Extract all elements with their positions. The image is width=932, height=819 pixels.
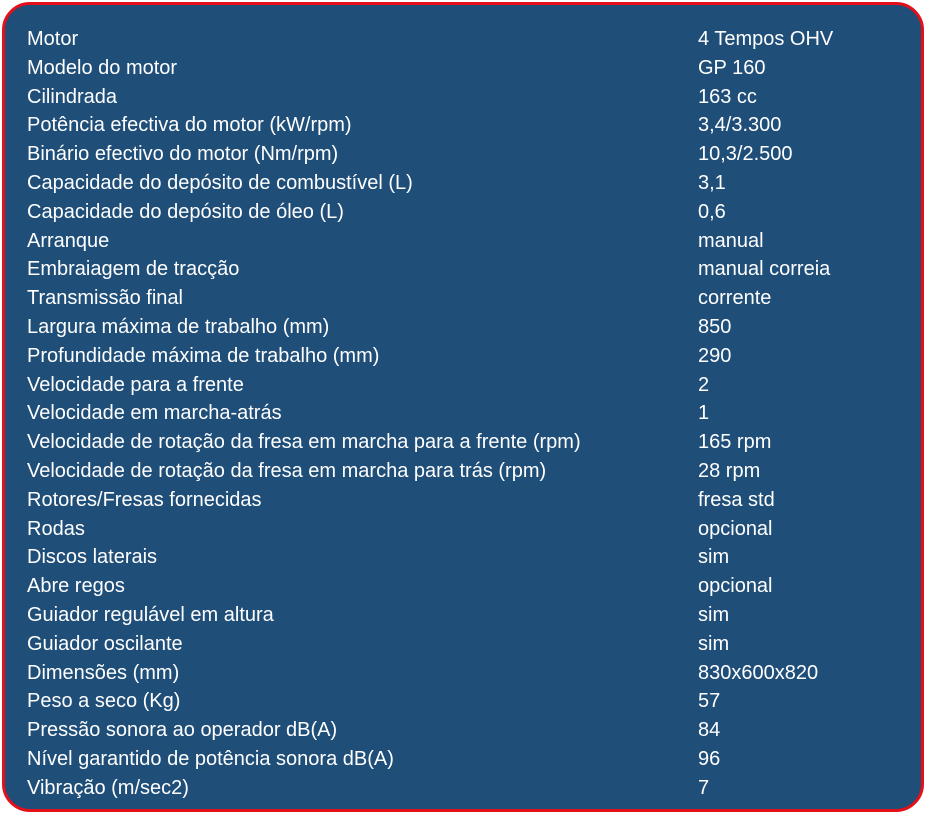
spec-label: Velocidade de rotação da fresa em marcha para trás (rpm) [27, 459, 547, 482]
spec-value: fresa std [698, 488, 775, 511]
spec-label: Guiador oscilante [27, 632, 183, 655]
spec-label: Embraiagem de tracção [27, 258, 240, 281]
spec-row [27, 83, 907, 112]
spec-label: Rodas [27, 517, 85, 540]
spec-label: Arranque [27, 229, 110, 252]
spec-row [27, 399, 907, 428]
spec-row [27, 687, 907, 716]
spec-label: Transmissão final [27, 287, 183, 310]
spec-row [27, 457, 907, 486]
spec-row [27, 284, 907, 313]
spec-value: 830x600x820 [698, 661, 819, 684]
spec-value: corrente [698, 287, 772, 310]
specifications-panel [2, 2, 924, 812]
spec-label: Rotores/Fresas fornecidas [27, 488, 262, 511]
spec-row [27, 745, 907, 774]
spec-row [27, 601, 907, 630]
spec-label: Abre regos [27, 575, 125, 598]
spec-label: Capacidade do depósito de óleo (L) [27, 200, 344, 223]
spec-value: opcional [698, 517, 773, 540]
spec-label: Nível garantido de potência sonora dB(A) [27, 747, 394, 770]
spec-value: 290 [698, 344, 732, 367]
spec-row [27, 630, 907, 659]
spec-label: Largura máxima de trabalho (mm) [27, 315, 330, 338]
spec-row [27, 25, 907, 54]
spec-label: Binário efectivo do motor (Nm/rpm) [27, 143, 339, 166]
spec-row [27, 515, 907, 544]
spec-label: Dimensões (mm) [27, 661, 180, 684]
spec-value: 2 [698, 373, 710, 396]
spec-label: Pressão sonora ao operador dB(A) [27, 719, 338, 742]
spec-value: 850 [698, 315, 732, 338]
spec-value: 28 rpm [698, 459, 761, 482]
spec-row [27, 313, 907, 342]
spec-row [27, 198, 907, 227]
spec-label: Guiador regulável em altura [27, 603, 274, 626]
specifications-table [27, 25, 907, 803]
spec-value: manual [698, 229, 764, 252]
spec-row [27, 227, 907, 256]
spec-label: Modelo do motor [27, 56, 178, 79]
spec-label: Vibração (m/sec2) [27, 776, 189, 799]
spec-label: Discos laterais [27, 546, 158, 569]
spec-label: Profundidade máxima de trabalho (mm) [27, 344, 380, 367]
spec-row [27, 774, 907, 803]
spec-label: Motor [27, 28, 79, 50]
spec-value: sim [698, 546, 730, 569]
spec-row [27, 428, 907, 457]
spec-row [27, 111, 907, 140]
spec-row [27, 169, 907, 198]
spec-label: Capacidade do depósito de combustível (L) [27, 171, 413, 194]
spec-label: Potência efectiva do motor (kW/rpm) [27, 114, 352, 137]
specifications-table-body [27, 25, 907, 803]
spec-value: 57 [698, 690, 721, 713]
spec-row [27, 371, 907, 400]
spec-value: 84 [698, 719, 721, 742]
spec-value: GP 160 [698, 56, 766, 79]
spec-label: Cilindrada [27, 85, 118, 108]
spec-value: 163 cc [698, 85, 757, 108]
spec-value: 7 [698, 776, 710, 799]
spec-row [27, 572, 907, 601]
spec-row [27, 543, 907, 572]
spec-row [27, 255, 907, 284]
spec-value: 0,6 [698, 200, 726, 223]
spec-value: 165 rpm [698, 431, 772, 454]
spec-value: manual correia [698, 258, 831, 281]
spec-value: 4 Tempos OHV [698, 28, 834, 50]
spec-value: 96 [698, 747, 721, 770]
spec-value: sim [698, 632, 730, 655]
spec-row [27, 140, 907, 169]
spec-value: opcional [698, 575, 773, 598]
spec-value: 1 [698, 402, 710, 425]
spec-value: 3,4/3.300 [698, 114, 782, 137]
spec-row [27, 659, 907, 688]
spec-label: Peso a seco (Kg) [27, 690, 181, 713]
spec-row [27, 716, 907, 745]
spec-value: 10,3/2.500 [698, 143, 793, 166]
spec-row [27, 54, 907, 83]
spec-value: sim [698, 603, 730, 626]
spec-label: Velocidade para a frente [27, 373, 244, 396]
spec-value: 3,1 [698, 171, 726, 194]
spec-label: Velocidade de rotação da fresa em marcha para a frente (rpm) [27, 431, 581, 454]
spec-row [27, 486, 907, 515]
spec-label: Velocidade em marcha-atrás [27, 402, 282, 425]
spec-row [27, 342, 907, 371]
